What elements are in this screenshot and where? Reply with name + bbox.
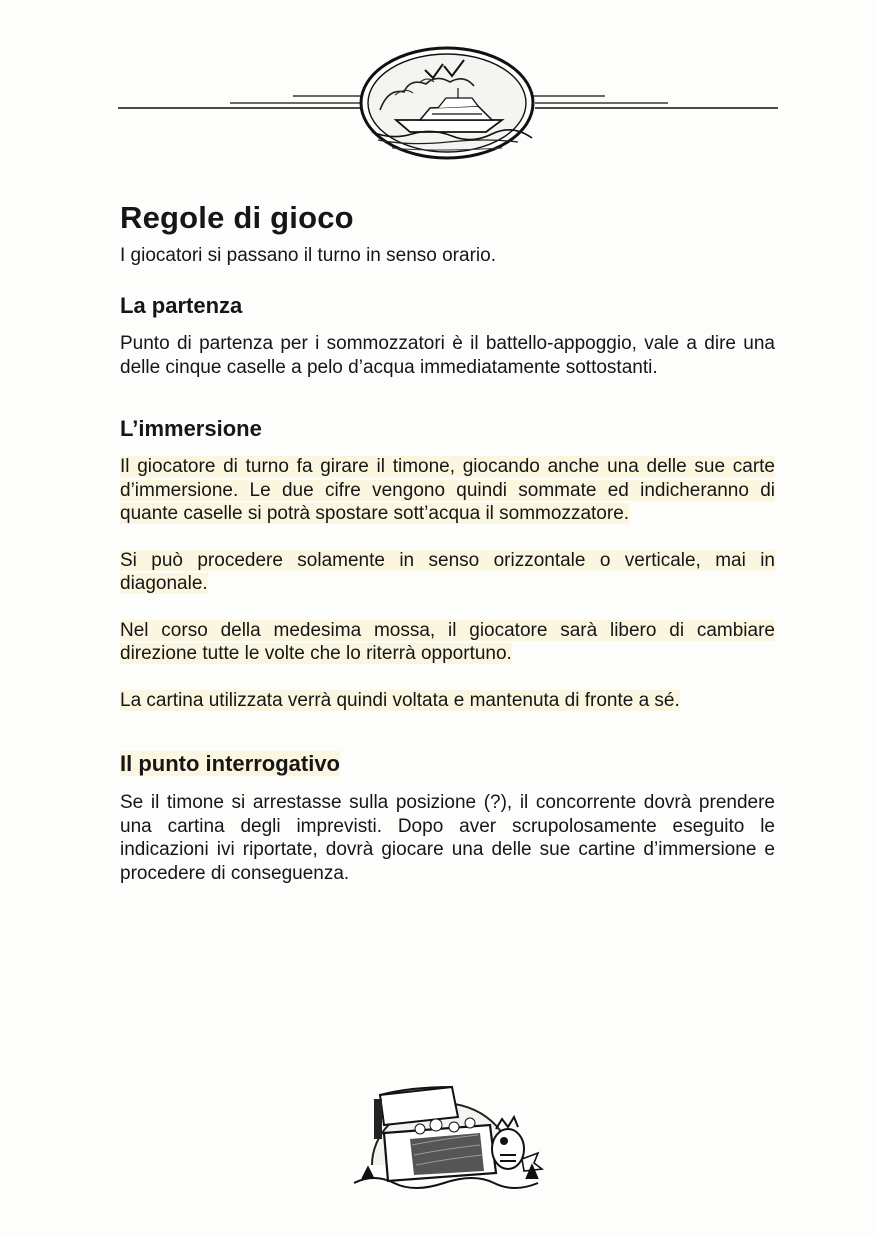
- section-paragraph: La cartina utilizzata verrà quindi voltata e mantenuta di fronte a sé.: [120, 689, 680, 711]
- section-heading: L’immersione: [120, 416, 262, 441]
- page-title: Regole di gioco: [120, 200, 354, 235]
- section-paragraph: Nel corso della medesima mossa, il giocatore sarà libero di cambiare direzione tutte le volte che lo riterrà opportuno.: [120, 619, 775, 664]
- header-yacht-emblem-icon: [0, 0, 876, 180]
- section-paragraph: Punto di partenza per i sommozzatori è il battello-appoggio, vale a dire una delle cinque caselle a pelo d’acqua immediatamente sottostanti.: [120, 333, 775, 378]
- section-paragraph: Si può procedere solamente in senso orizzontale o verticale, mai in diagonale.: [120, 549, 775, 594]
- section-paragraph: Il giocatore di turno fa girare il timone, giocando anche una delle sue carte d’immersione. Le due cifre vengono quindi sommate ed indicheranno di quante caselle si potrà spostare sott’acqua il sommozzatore.: [120, 456, 775, 524]
- section-punto-interrogativo: [120, 750, 775, 885]
- section-paragraph: Se il timone si arrestasse sulla posizione (?), il concorrente dovrà prendere una cartina degli imprevisti. Dopo aver scrupolosamente eseguito le indicazioni ivi riportate, dovrà giocare una delle sue cartine d’immersione e procedere di conseguenza.: [120, 792, 775, 884]
- footer-treasure-chest-icon: [340, 1055, 550, 1195]
- intro-text: I giocatori si passano il turno in senso orario.: [120, 245, 496, 266]
- section-immersione: [120, 415, 775, 712]
- rules-content: [120, 198, 775, 885]
- section-heading: Il punto interrogativo: [120, 751, 340, 776]
- section-partenza: [120, 292, 775, 379]
- section-heading: La partenza: [120, 293, 243, 318]
